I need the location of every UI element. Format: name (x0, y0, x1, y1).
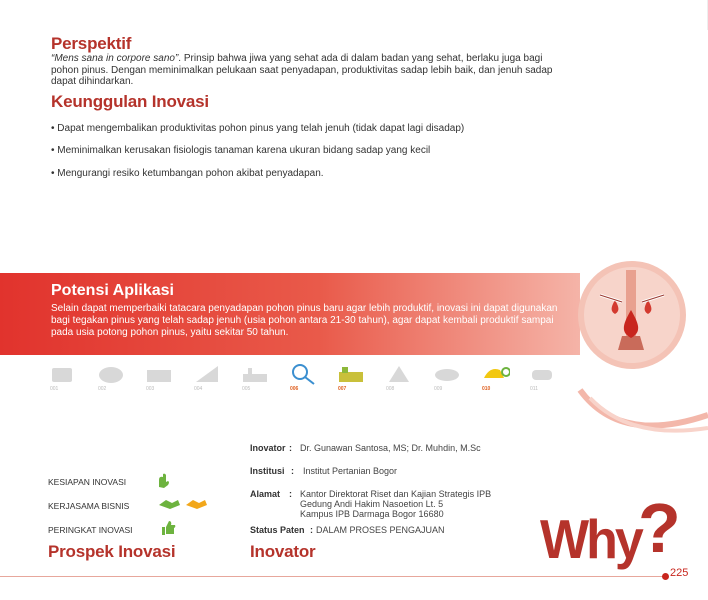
alamat-value (300, 489, 491, 519)
footer-rule (0, 576, 664, 577)
sector-008-label: 008 (386, 386, 395, 392)
page-number: 225 (670, 567, 689, 579)
potensi-title: Potensi Aplikasi (51, 282, 174, 299)
perspektif-quote: “Mens sana in corpore sano” (51, 53, 179, 64)
kerjasama-label: KERJASAMA BISNIS (48, 501, 130, 511)
paten-colon: : (310, 525, 313, 535)
sector-icons-row (48, 362, 568, 398)
sector-011-label: 011 (530, 386, 538, 392)
pine-tapping-illustration (560, 240, 708, 450)
sector-004-label: 004 (194, 386, 203, 392)
potensi-line-1: Selain dapat memperbaiki tatacara penyadapan pohon pinus baru agar lebih produktif, inovasi ini dapat digunakan (51, 303, 558, 314)
keunggulan-bullet-1: • Dapat mengembalikan produktivitas pohon pinus yang telah jenuh (tidak dapat lagi disadap) (51, 123, 464, 134)
thumbs-up-icon (160, 519, 176, 542)
sector-002-label: 002 (98, 386, 107, 392)
alamat-label: Alamat (250, 489, 281, 499)
alamat-colon: : (289, 489, 292, 499)
alamat-line-3: Kampus IPB Darmaga Bogor 16680 (300, 509, 444, 519)
why-text: Why (540, 509, 641, 571)
paten-value: DALAM PROSES PENGAJUAN (316, 525, 445, 535)
potensi-text (51, 303, 591, 339)
potensi-line-3: pada usia potong pohon pinus, yaitu sekitar 50 tahun. (51, 327, 289, 338)
alamat-line-1: Kantor Direktorat Riset dan Kajian Strategis IPB (300, 489, 492, 499)
prospek-title: Prospek Inovasi (48, 542, 176, 561)
sector-001-label: 001 (50, 386, 59, 392)
keunggulan-title: Keunggulan Inovasi (51, 92, 209, 111)
inovator-value: Dr. Gunawan Santosa, MS; Dr. Muhdin, M.Sc (300, 443, 481, 453)
sector-006-label: 006 (290, 386, 299, 392)
kesiapan-label: KESIAPAN INOVASI (48, 477, 127, 487)
handshake-icon (158, 497, 208, 516)
sector-009-label: 009 (434, 386, 443, 392)
institusi-colon: : (291, 466, 294, 476)
perspektif-line-2: pohon pinus. Dengan meminimalkan pelukaan saat penyadapan, produktivitas sadap lebih baik, dan jenuh sadap (51, 64, 553, 76)
inovator-title: Inovator (250, 542, 316, 561)
why-question-mark: ? (638, 489, 681, 567)
corner-decoration (677, 0, 708, 30)
hand-icon (156, 473, 170, 494)
institusi-value: Institut Pertanian Bogor (303, 466, 398, 476)
perspektif-line-3: dapat dihindarkan. (51, 76, 134, 87)
peringkat-label: PERINGKAT INOVASI (48, 525, 133, 535)
perspektif-line-1: . Prinsip bahwa jiwa yang sehat ada di dalam badan yang sehat, berlaku juga bagi (178, 53, 543, 64)
keunggulan-bullet-2: • Meminimalkan kerusakan fisiologis tanaman karena ukuran bidang sadap yang kecil (51, 145, 430, 156)
sector-005-label: 005 (242, 386, 251, 392)
sector-007-label: 007 (338, 386, 347, 392)
sector-003-label: 003 (146, 386, 155, 392)
alamat-line-2: Gedung Andi Hakim Nasoetion Lt. 5 (300, 499, 444, 509)
footer-dot (662, 573, 669, 580)
perspektif-text (51, 53, 611, 88)
sector-010-label: 010 (482, 386, 491, 392)
inovator-label: Inovator (250, 443, 286, 453)
potensi-line-2: bagi tegakan pinus yang telah sadap jenuh (usia pohon antara 21-30 tahun), agar dapat kembali produktif sampai (51, 315, 554, 326)
perspektif-title: Perspektif (51, 34, 132, 53)
keunggulan-bullet-3: • Mengurangi resiko ketumbangan pohon akibat penyadapan. (51, 168, 324, 179)
institusi-label: Institusi (250, 466, 285, 476)
paten-label: Status Paten (250, 525, 305, 535)
inovator-colon: : (289, 443, 292, 453)
